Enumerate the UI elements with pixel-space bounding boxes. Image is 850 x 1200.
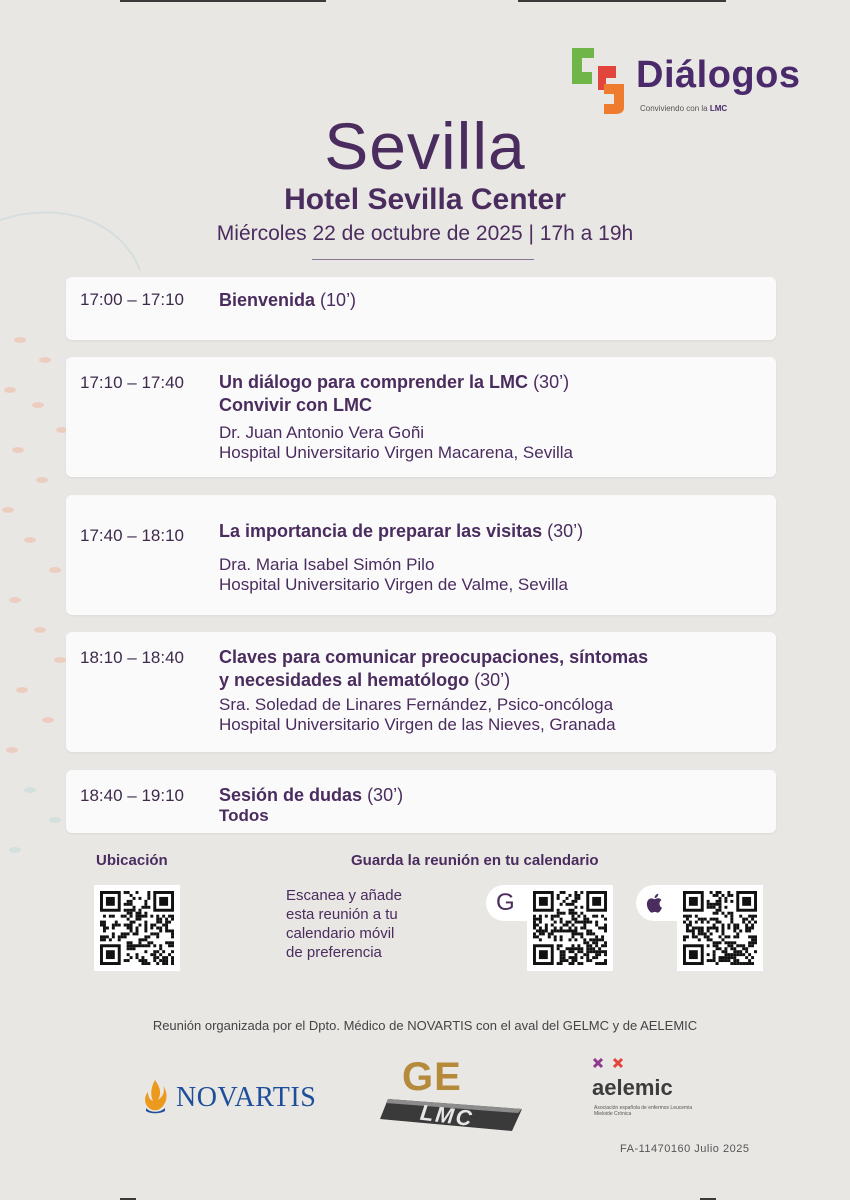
agenda-title <box>219 520 766 543</box>
header-divider <box>312 259 534 260</box>
agenda-title <box>219 784 766 807</box>
agenda-time: 17:00 – 17:10 <box>80 290 184 309</box>
document-code: FA-11470160 Julio 2025 <box>620 1143 750 1155</box>
instruction-line: calendario móvil <box>286 925 395 942</box>
instruction-line: de preferencia <box>286 944 382 961</box>
calendar-instructions <box>286 886 446 962</box>
aelemic-mark-icon <box>592 1057 632 1071</box>
agenda-affiliation: Hospital Universitario Virgen Macarena, Sevilla <box>219 443 574 462</box>
google-icon: G <box>496 889 515 916</box>
aelemic-logo <box>590 1055 730 1135</box>
location-label: Ubicación <box>96 852 168 869</box>
agenda-affiliation: Hospital Universitario Virgen de Valme, Sevilla <box>219 575 568 594</box>
agenda-item-communication <box>66 632 776 752</box>
crop-mark-right <box>518 0 726 2</box>
agenda-speaker: Sra. Soledad de Linares Fernández, Psico-oncóloga <box>219 695 614 714</box>
event-date: Miércoles 22 de octubre de 2025 | 17h a 19h <box>216 222 634 245</box>
agenda-title-line2 <box>219 669 766 692</box>
agenda-duration: (30’) <box>474 670 511 690</box>
logo-tagline-text: Conviviendo con la <box>640 104 708 113</box>
agenda-title-line1: Claves para comunicar preocupaciones, síntomas <box>219 647 649 667</box>
agenda-time: 18:10 – 18:40 <box>80 648 184 667</box>
qr-code-icon <box>100 891 174 965</box>
google-calendar-qr-code[interactable] <box>527 885 613 971</box>
agenda-subtitle: Convivir con LMC <box>219 395 373 415</box>
qr-code-icon <box>683 891 757 965</box>
agenda-duration: (30’) <box>533 372 570 392</box>
instruction-line: Escanea y añade <box>286 887 402 904</box>
gelmc-ge-text: GE <box>402 1055 462 1099</box>
crop-mark-left <box>120 0 326 2</box>
agenda-duration: (10’) <box>320 290 357 310</box>
agenda-item-understanding <box>66 357 776 477</box>
agenda-item-questions <box>66 770 776 833</box>
logo-wordmark: Diálogos <box>636 54 801 96</box>
agenda-speaker: Dra. Maria Isabel Simón Pilo <box>219 555 435 574</box>
city-title: Sevilla <box>324 109 526 183</box>
agenda-title <box>219 371 766 394</box>
novartis-flame-icon <box>140 1078 170 1114</box>
agenda-duration: (30’) <box>367 785 404 805</box>
novartis-wordmark: NOVARTIS <box>176 1082 317 1113</box>
novartis-logo <box>140 1078 317 1118</box>
agenda-title-text: Sesión de dudas <box>219 785 363 805</box>
instruction-line: esta reunión a tu <box>286 906 398 923</box>
agenda-affiliation: Hospital Universitario Virgen de las Nieves, Granada <box>219 715 616 734</box>
agenda-item-visits <box>66 495 776 615</box>
aelemic-subtitle: Asociación española de enfermos Leucemia Mieloide Crónica <box>594 1105 693 1117</box>
organizer-note: Reunión organizada por el Dpto. Médico de NOVARTIS con el aval del GELMC y de AELEMIC <box>152 1018 698 1033</box>
agenda-title <box>219 289 766 312</box>
agenda-title-text: y necesidades al hematólogo <box>219 670 470 690</box>
logo-tagline-emphasis: LMC <box>709 104 728 113</box>
apple-icon <box>646 892 664 914</box>
venue-title: Hotel Sevilla Center <box>284 183 566 216</box>
gelmc-lmc-text: LMC <box>418 1099 476 1132</box>
location-qr-code[interactable] <box>94 885 180 971</box>
gelmc-logo <box>380 1055 525 1135</box>
speech-bubbles-icon <box>568 44 630 114</box>
agenda-duration: (30’) <box>547 521 584 541</box>
agenda-time: 18:40 – 19:10 <box>80 786 184 805</box>
agenda-subtitle: Todos <box>219 806 269 825</box>
qr-code-icon <box>533 891 607 965</box>
agenda-title-text: Un diálogo para comprender la LMC <box>219 372 529 392</box>
agenda-time: 17:10 – 17:40 <box>80 373 184 392</box>
agenda-title-text: Bienvenida <box>219 290 316 310</box>
calendar-label: Guarda la reunión en tu calendario <box>351 852 599 869</box>
agenda-time: 17:40 – 18:10 <box>80 526 184 545</box>
agenda-item-welcome <box>66 277 776 340</box>
aelemic-wordmark: aelemic <box>592 1075 673 1100</box>
agenda-title-text: La importancia de preparar las visitas <box>219 521 543 541</box>
agenda-speaker: Dr. Juan Antonio Vera Goñi <box>219 423 425 442</box>
apple-calendar-qr-code[interactable] <box>677 885 763 971</box>
